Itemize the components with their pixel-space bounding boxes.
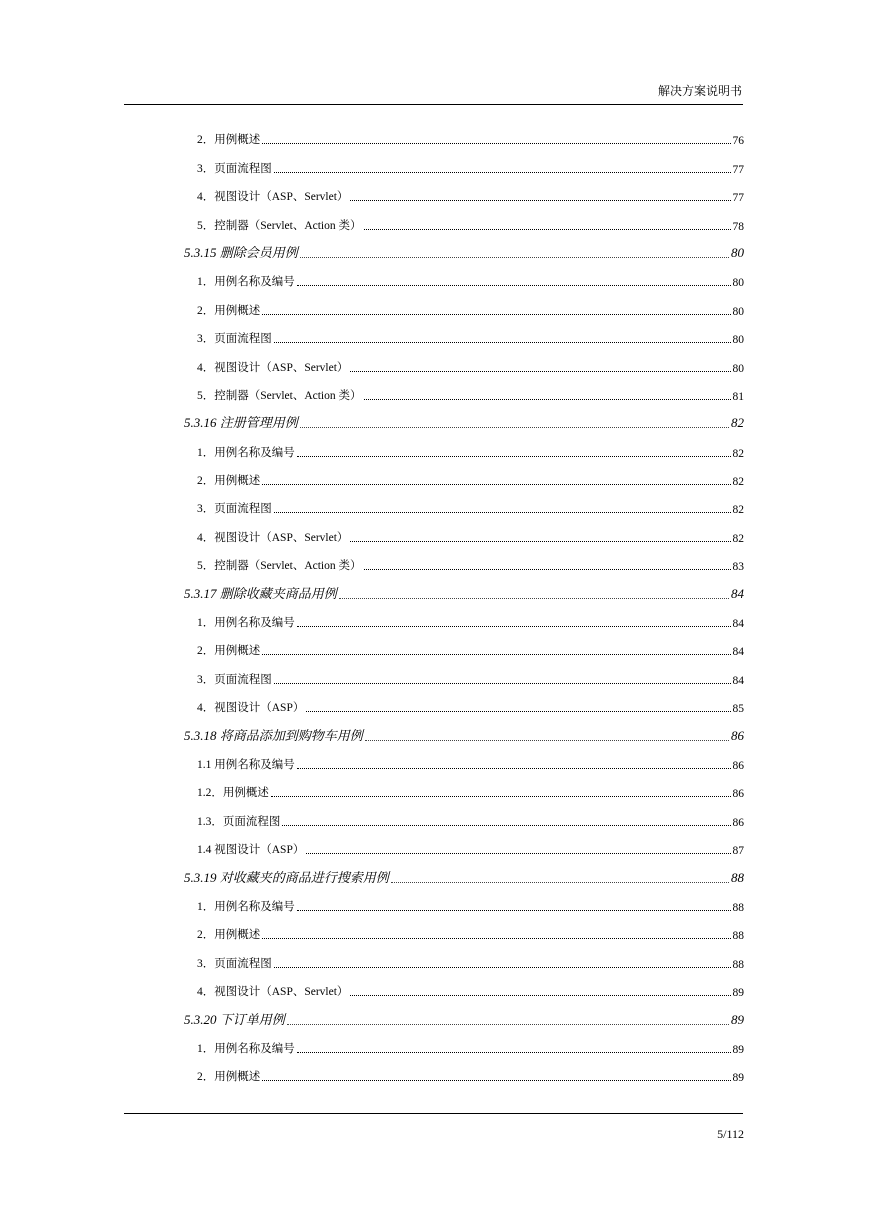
page-number: 5/112 bbox=[717, 1127, 744, 1141]
toc-entry-page: 89 bbox=[732, 1043, 744, 1056]
toc-entry-label: 1．用例名称及编号 bbox=[197, 617, 295, 630]
toc-entry[interactable] bbox=[184, 806, 744, 834]
toc-entry-label: 3．页面流程图 bbox=[197, 673, 272, 686]
toc-entry-label: 2．用例概述 bbox=[197, 134, 261, 147]
toc-entry-label: 2．用例概述 bbox=[197, 929, 261, 942]
toc-leader-dots bbox=[271, 796, 731, 797]
toc-leader-dots bbox=[300, 427, 729, 428]
toc-leader-dots bbox=[350, 200, 730, 201]
toc-entry[interactable] bbox=[184, 636, 744, 664]
toc-entry-page: 83 bbox=[732, 561, 744, 574]
toc-leader-dots bbox=[364, 229, 731, 230]
toc-entry-page: 89 bbox=[732, 1072, 744, 1085]
toc-leader-dots bbox=[274, 967, 731, 968]
toc-entry-label: 2．用例概述 bbox=[197, 304, 261, 317]
toc-entry-label: 5.3.19 对收藏夹的商品进行搜索用例 bbox=[184, 869, 389, 885]
toc-leader-dots bbox=[297, 456, 731, 457]
toc-entry-label: 4．视图设计（ASP、Servlet） bbox=[197, 361, 349, 374]
toc-entry-page: 80 bbox=[732, 277, 744, 290]
toc-entry-label: 4．视图设计（ASP、Servlet） bbox=[197, 191, 349, 204]
toc-entry-page: 86 bbox=[732, 759, 744, 772]
toc-entry[interactable] bbox=[184, 835, 744, 863]
toc-entry-page: 89 bbox=[732, 987, 744, 1000]
toc-entry-page: 88 bbox=[732, 901, 744, 914]
toc-section-entry[interactable] bbox=[184, 1005, 744, 1033]
toc-section-entry[interactable] bbox=[184, 409, 744, 437]
toc-leader-dots bbox=[297, 285, 731, 286]
toc-entry[interactable] bbox=[184, 920, 744, 948]
toc-entry[interactable] bbox=[184, 324, 744, 352]
toc-entry[interactable] bbox=[184, 466, 744, 494]
toc-entry[interactable] bbox=[184, 1062, 744, 1090]
toc-entry[interactable] bbox=[184, 977, 744, 1005]
toc-entry-label: 1．用例名称及编号 bbox=[197, 446, 295, 459]
toc-entry-page: 81 bbox=[732, 390, 744, 403]
toc-leader-dots bbox=[262, 143, 730, 144]
toc-leader-dots bbox=[364, 569, 731, 570]
toc-entry-label: 1.4 视图设计（ASP） bbox=[197, 844, 305, 857]
toc-entry[interactable] bbox=[184, 892, 744, 920]
toc-entry[interactable] bbox=[184, 948, 744, 976]
toc-entry-page: 85 bbox=[732, 703, 744, 716]
toc-entry-page: 82 bbox=[732, 504, 744, 517]
toc-entry-label: 5.3.20 下订单用例 bbox=[184, 1011, 285, 1027]
toc-entry-page: 82 bbox=[732, 447, 744, 460]
toc-leader-dots bbox=[262, 484, 730, 485]
toc-entry-page: 80 bbox=[732, 362, 744, 375]
toc-entry[interactable] bbox=[184, 778, 744, 806]
toc-leader-dots bbox=[287, 1024, 729, 1025]
toc-entry-label: 2．用例概述 bbox=[197, 1071, 261, 1084]
toc-leader-dots bbox=[262, 1080, 730, 1081]
toc-leader-dots bbox=[274, 172, 731, 173]
toc-leader-dots bbox=[262, 654, 730, 655]
toc-entry-page: 86 bbox=[732, 816, 744, 829]
toc-entry-label: 1．用例名称及编号 bbox=[197, 276, 295, 289]
toc-entry-page: 84 bbox=[732, 618, 744, 631]
toc-entry-label: 5.3.18 将商品添加到购物车用例 bbox=[184, 727, 363, 743]
toc-leader-dots bbox=[350, 995, 730, 996]
toc-entry-page: 76 bbox=[732, 135, 744, 148]
toc-entry-page: 86 bbox=[731, 727, 744, 743]
toc-entry-page: 82 bbox=[732, 476, 744, 489]
toc-entry-page: 84 bbox=[731, 585, 744, 601]
toc-entry-label: 3．页面流程图 bbox=[197, 957, 272, 970]
toc-entry-label: 5.3.15 删除会员用例 bbox=[184, 244, 298, 260]
toc-entry-label: 5．控制器（Servlet、Action 类） bbox=[197, 219, 362, 232]
footer-rule bbox=[124, 1113, 743, 1114]
toc-entry[interactable] bbox=[184, 522, 744, 550]
toc-section-entry[interactable] bbox=[184, 863, 744, 891]
toc-entry-page: 88 bbox=[732, 958, 744, 971]
toc-entry-label: 3．页面流程图 bbox=[197, 162, 272, 175]
toc-section-entry[interactable] bbox=[184, 579, 744, 607]
toc-entry[interactable] bbox=[184, 750, 744, 778]
toc-leader-dots bbox=[391, 882, 729, 883]
toc-entry[interactable] bbox=[184, 182, 744, 210]
toc-entry-page: 89 bbox=[731, 1011, 744, 1027]
toc-entry-label: 3．页面流程图 bbox=[197, 503, 272, 516]
toc-leader-dots bbox=[297, 626, 731, 627]
toc-leader-dots bbox=[262, 314, 730, 315]
toc-entry-page: 77 bbox=[732, 163, 744, 176]
toc-section-entry[interactable] bbox=[184, 721, 744, 749]
toc-leader-dots bbox=[274, 512, 731, 513]
toc-entry-page: 88 bbox=[732, 930, 744, 943]
toc-entry-page: 86 bbox=[732, 788, 744, 801]
toc-leader-dots bbox=[350, 371, 730, 372]
toc-entry-label: 4．视图设计（ASP、Servlet） bbox=[197, 531, 349, 544]
toc-entry-label: 5.3.16 注册管理用例 bbox=[184, 415, 298, 431]
toc-entry-label: 2．用例概述 bbox=[197, 645, 261, 658]
toc-entry-label: 5.3.17 删除收藏夹商品用例 bbox=[184, 585, 337, 601]
toc-entry-label: 1．用例名称及编号 bbox=[197, 1042, 295, 1055]
toc-entry-label: 5．控制器（Servlet、Action 类） bbox=[197, 389, 362, 402]
toc-entry-label: 1.3．页面流程图 bbox=[197, 815, 281, 828]
toc-entry-label: 5．控制器（Servlet、Action 类） bbox=[197, 560, 362, 573]
toc-entry-page: 84 bbox=[732, 674, 744, 687]
toc-leader-dots bbox=[274, 683, 731, 684]
toc-entry[interactable] bbox=[184, 693, 744, 721]
toc-entry-label: 1.1 用例名称及编号 bbox=[197, 758, 295, 771]
toc-leader-dots bbox=[339, 598, 729, 599]
toc-entry-label: 4．视图设计（ASP、Servlet） bbox=[197, 986, 349, 999]
toc-entry[interactable] bbox=[184, 352, 744, 380]
toc-leader-dots bbox=[300, 257, 729, 258]
toc-leader-dots bbox=[350, 541, 730, 542]
toc-leader-dots bbox=[282, 825, 730, 826]
toc-section-entry[interactable] bbox=[184, 239, 744, 267]
toc-entry[interactable] bbox=[184, 381, 744, 409]
toc-entry[interactable] bbox=[184, 437, 744, 465]
header-title: 解决方案说明书 bbox=[657, 84, 742, 98]
toc-entry-page: 78 bbox=[732, 220, 744, 233]
toc-leader-dots bbox=[365, 740, 729, 741]
toc-leader-dots bbox=[297, 1052, 731, 1053]
toc-entry-page: 84 bbox=[732, 646, 744, 659]
toc-entry[interactable] bbox=[184, 551, 744, 579]
toc-leader-dots bbox=[364, 399, 731, 400]
toc-entry[interactable] bbox=[184, 125, 744, 153]
header-rule bbox=[124, 104, 743, 105]
toc-entry-label: 2．用例概述 bbox=[197, 475, 261, 488]
toc-entry-page: 77 bbox=[732, 192, 744, 205]
toc-leader-dots bbox=[297, 910, 731, 911]
toc-leader-dots bbox=[306, 711, 730, 712]
toc-entry[interactable] bbox=[184, 1034, 744, 1062]
toc-entry[interactable] bbox=[184, 608, 744, 636]
toc-entry[interactable] bbox=[184, 494, 744, 522]
toc-entry-page: 82 bbox=[732, 532, 744, 545]
toc-leader-dots bbox=[274, 342, 731, 343]
toc-leader-dots bbox=[306, 853, 730, 854]
toc-entry-page: 87 bbox=[732, 845, 744, 858]
toc-entry-page: 82 bbox=[731, 415, 744, 431]
toc-entry-label: 1.2．用例概述 bbox=[197, 787, 269, 800]
toc-entry[interactable] bbox=[184, 210, 744, 238]
toc-entry-page: 80 bbox=[731, 244, 744, 260]
toc-entry-label: 3．页面流程图 bbox=[197, 333, 272, 346]
toc-leader-dots bbox=[262, 938, 730, 939]
toc-entry-page: 80 bbox=[732, 305, 744, 318]
toc-entry-page: 80 bbox=[732, 334, 744, 347]
toc-entry[interactable] bbox=[184, 153, 744, 181]
toc-entry-label: 1．用例名称及编号 bbox=[197, 900, 295, 913]
toc-leader-dots bbox=[297, 768, 731, 769]
toc-entry-label: 4．视图设计（ASP） bbox=[197, 702, 305, 715]
table-of-contents bbox=[184, 125, 744, 1090]
toc-entry[interactable] bbox=[184, 295, 744, 323]
toc-entry-page: 88 bbox=[731, 869, 744, 885]
toc-entry[interactable] bbox=[184, 664, 744, 692]
toc-entry[interactable] bbox=[184, 267, 744, 295]
